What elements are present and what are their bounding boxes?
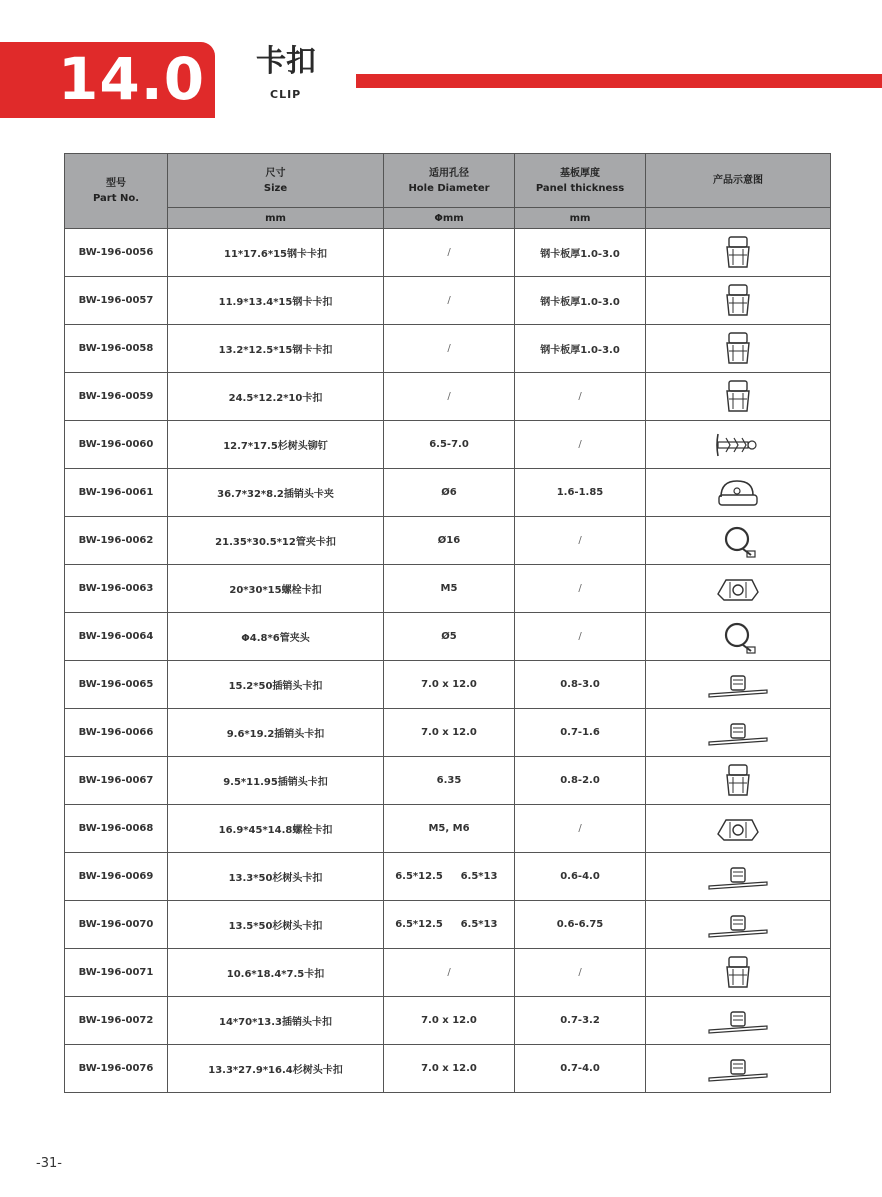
table-row xyxy=(65,949,831,997)
cell-image xyxy=(646,373,831,421)
cell-hole: 7.0 x 12.0 xyxy=(384,709,515,757)
cell-image xyxy=(646,757,831,805)
table-row xyxy=(65,565,831,613)
cell-part-no: BW-196-0057 xyxy=(65,277,168,325)
cell-panel: / xyxy=(515,517,646,565)
table-row xyxy=(65,325,831,373)
col-header-hole xyxy=(384,154,515,208)
cell-panel: / xyxy=(515,373,646,421)
cell-image xyxy=(646,469,831,517)
cell-panel: 1.6-1.85 xyxy=(515,469,646,517)
bolt-clip-icon xyxy=(646,812,830,846)
cell-image xyxy=(646,901,831,949)
cell-panel: 0.8-3.0 xyxy=(515,661,646,709)
table-row xyxy=(65,853,831,901)
col-header-panel-en: Panel thickness xyxy=(535,182,625,194)
table-row xyxy=(65,229,831,277)
cell-size: 16.9*45*14.8螺栓卡扣 xyxy=(168,805,384,853)
cell-panel: 0.7-1.6 xyxy=(515,709,646,757)
cell-image xyxy=(646,277,831,325)
cell-hole xyxy=(384,901,515,949)
cell-panel: / xyxy=(515,421,646,469)
cell-size: 12.7*17.5杉树头铆钉 xyxy=(168,421,384,469)
col-header-size xyxy=(168,154,384,208)
col-header-size-en: Size xyxy=(263,182,288,194)
cell-part-no: BW-196-0065 xyxy=(65,661,168,709)
cell-panel: 0.6-6.75 xyxy=(515,901,646,949)
cell-size: 9.6*19.2插销头卡扣 xyxy=(168,709,384,757)
cell-hole: / xyxy=(384,277,515,325)
cell-size: Φ4.8*6管夹头 xyxy=(168,613,384,661)
col-header-part xyxy=(65,154,168,229)
tie-clip-icon xyxy=(646,860,830,894)
table-row xyxy=(65,709,831,757)
clip-icon xyxy=(646,761,830,801)
unit-size: mm xyxy=(168,208,384,229)
cell-size: 13.2*12.5*15钢卡卡扣 xyxy=(168,325,384,373)
cell-part-no: BW-196-0064 xyxy=(65,613,168,661)
cell-panel: 0.6-4.0 xyxy=(515,853,646,901)
cell-image xyxy=(646,613,831,661)
cell-hole-a: 6.5*12.5 xyxy=(395,871,443,882)
unit-image xyxy=(646,208,831,229)
cell-hole: 6.35 xyxy=(384,757,515,805)
cell-image xyxy=(646,1045,831,1093)
pipe-clamp-icon xyxy=(646,521,830,561)
cell-image xyxy=(646,805,831,853)
cell-panel: 0.7-3.2 xyxy=(515,997,646,1045)
cell-part-no: BW-196-0076 xyxy=(65,1045,168,1093)
cell-image xyxy=(646,949,831,997)
cell-image xyxy=(646,325,831,373)
clamp-icon xyxy=(646,473,830,513)
cell-image xyxy=(646,229,831,277)
header-rule xyxy=(356,74,882,88)
table-row xyxy=(65,757,831,805)
cell-size: 15.2*50插销头卡扣 xyxy=(168,661,384,709)
cell-part-no: BW-196-0058 xyxy=(65,325,168,373)
cell-part-no: BW-196-0059 xyxy=(65,373,168,421)
col-header-hole-cn: 适用孔径 xyxy=(429,167,469,179)
cell-size: 11.9*13.4*15钢卡卡扣 xyxy=(168,277,384,325)
table-row xyxy=(65,901,831,949)
section-number: 14.0 xyxy=(58,45,206,113)
cell-panel: 0.7-4.0 xyxy=(515,1045,646,1093)
cell-hole: / xyxy=(384,325,515,373)
col-header-part-cn: 型号 xyxy=(106,178,126,189)
table-row xyxy=(65,373,831,421)
spec-table xyxy=(64,153,831,1093)
clip-icon xyxy=(646,233,830,273)
cell-size: 20*30*15螺栓卡扣 xyxy=(168,565,384,613)
section-title-cn: 卡扣 xyxy=(256,44,316,79)
cell-hole: M5, M6 xyxy=(384,805,515,853)
cell-hole: Ø6 xyxy=(384,469,515,517)
cell-size: 36.7*32*8.2插销头卡夹 xyxy=(168,469,384,517)
table-row xyxy=(65,997,831,1045)
cell-part-no: BW-196-0061 xyxy=(65,469,168,517)
cell-size: 13.3*50杉树头卡扣 xyxy=(168,853,384,901)
cell-hole-b: 6.5*13 xyxy=(460,871,498,882)
table-row xyxy=(65,1045,831,1093)
cell-hole: / xyxy=(384,373,515,421)
tie-clip-icon xyxy=(646,1004,830,1038)
cell-part-no: BW-196-0063 xyxy=(65,565,168,613)
cell-hole: Ø5 xyxy=(384,613,515,661)
cell-image xyxy=(646,853,831,901)
cell-size: 13.5*50杉树头卡扣 xyxy=(168,901,384,949)
cell-image xyxy=(646,709,831,757)
unit-panel: mm xyxy=(515,208,646,229)
table-row xyxy=(65,517,831,565)
cell-hole-a: 6.5*12.5 xyxy=(395,919,443,930)
cell-size: 10.6*18.4*7.5卡扣 xyxy=(168,949,384,997)
cell-panel: 钢卡板厚1.0-3.0 xyxy=(515,277,646,325)
tie-clip-icon xyxy=(646,668,830,702)
table-row xyxy=(65,277,831,325)
cell-image xyxy=(646,517,831,565)
col-header-hole-en: Hole Diameter xyxy=(408,182,490,194)
cell-hole: 6.5-7.0 xyxy=(384,421,515,469)
col-header-size-cn: 尺寸 xyxy=(265,167,286,179)
cell-part-no: BW-196-0066 xyxy=(65,709,168,757)
table-row xyxy=(65,661,831,709)
cell-image xyxy=(646,421,831,469)
tie-clip-icon xyxy=(646,1052,830,1086)
col-header-panel-cn: 基板厚度 xyxy=(560,167,600,179)
table-body xyxy=(65,229,831,1093)
cell-part-no: BW-196-0071 xyxy=(65,949,168,997)
cell-part-no: BW-196-0068 xyxy=(65,805,168,853)
tie-clip-icon xyxy=(646,908,830,942)
cell-size: 9.5*11.95插销头卡扣 xyxy=(168,757,384,805)
bolt-clip-icon xyxy=(646,572,830,606)
table-row xyxy=(65,421,831,469)
cell-panel: / xyxy=(515,805,646,853)
table-row xyxy=(65,613,831,661)
cell-hole: 7.0 x 12.0 xyxy=(384,1045,515,1093)
col-header-part-en: Part No. xyxy=(92,193,140,204)
clip-icon xyxy=(646,953,830,993)
page-number: -31- xyxy=(36,1156,62,1171)
cell-size: 21.35*30.5*12管夹卡扣 xyxy=(168,517,384,565)
clip-icon xyxy=(646,281,830,321)
tie-clip-icon xyxy=(646,716,830,750)
cell-panel: 0.8-2.0 xyxy=(515,757,646,805)
cell-hole xyxy=(384,853,515,901)
table-row xyxy=(65,805,831,853)
cell-panel: / xyxy=(515,613,646,661)
cell-size: 13.3*27.9*16.4杉树头卡扣 xyxy=(168,1045,384,1093)
cell-hole-b: 6.5*13 xyxy=(460,919,498,930)
cell-hole: M5 xyxy=(384,565,515,613)
cell-panel: / xyxy=(515,949,646,997)
table-row xyxy=(65,469,831,517)
cell-image xyxy=(646,565,831,613)
pipe-clamp-icon xyxy=(646,617,830,657)
col-header-image xyxy=(646,154,831,208)
cell-hole: Ø16 xyxy=(384,517,515,565)
cell-part-no: BW-196-0062 xyxy=(65,517,168,565)
cell-part-no: BW-196-0072 xyxy=(65,997,168,1045)
cell-part-no: BW-196-0067 xyxy=(65,757,168,805)
cell-image xyxy=(646,997,831,1045)
col-header-image-cn: 产品示意图 xyxy=(713,175,763,186)
unit-hole: Φmm xyxy=(384,208,515,229)
cell-part-no: BW-196-0060 xyxy=(65,421,168,469)
cell-part-no: BW-196-0056 xyxy=(65,229,168,277)
cell-size: 11*17.6*15钢卡卡扣 xyxy=(168,229,384,277)
cell-size: 14*70*13.3插销头卡扣 xyxy=(168,997,384,1045)
clip-icon xyxy=(646,377,830,417)
clip-icon xyxy=(646,329,830,369)
section-title-en: CLIP xyxy=(270,88,302,101)
rivet-icon xyxy=(646,430,830,460)
cell-part-no: BW-196-0069 xyxy=(65,853,168,901)
cell-panel: / xyxy=(515,565,646,613)
cell-hole: 7.0 x 12.0 xyxy=(384,661,515,709)
cell-part-no: BW-196-0070 xyxy=(65,901,168,949)
cell-image xyxy=(646,661,831,709)
cell-panel: 钢卡板厚1.0-3.0 xyxy=(515,229,646,277)
cell-hole: / xyxy=(384,949,515,997)
cell-hole: 7.0 x 12.0 xyxy=(384,997,515,1045)
cell-hole: / xyxy=(384,229,515,277)
cell-size: 24.5*12.2*10卡扣 xyxy=(168,373,384,421)
cell-panel: 钢卡板厚1.0-3.0 xyxy=(515,325,646,373)
col-header-panel xyxy=(515,154,646,208)
